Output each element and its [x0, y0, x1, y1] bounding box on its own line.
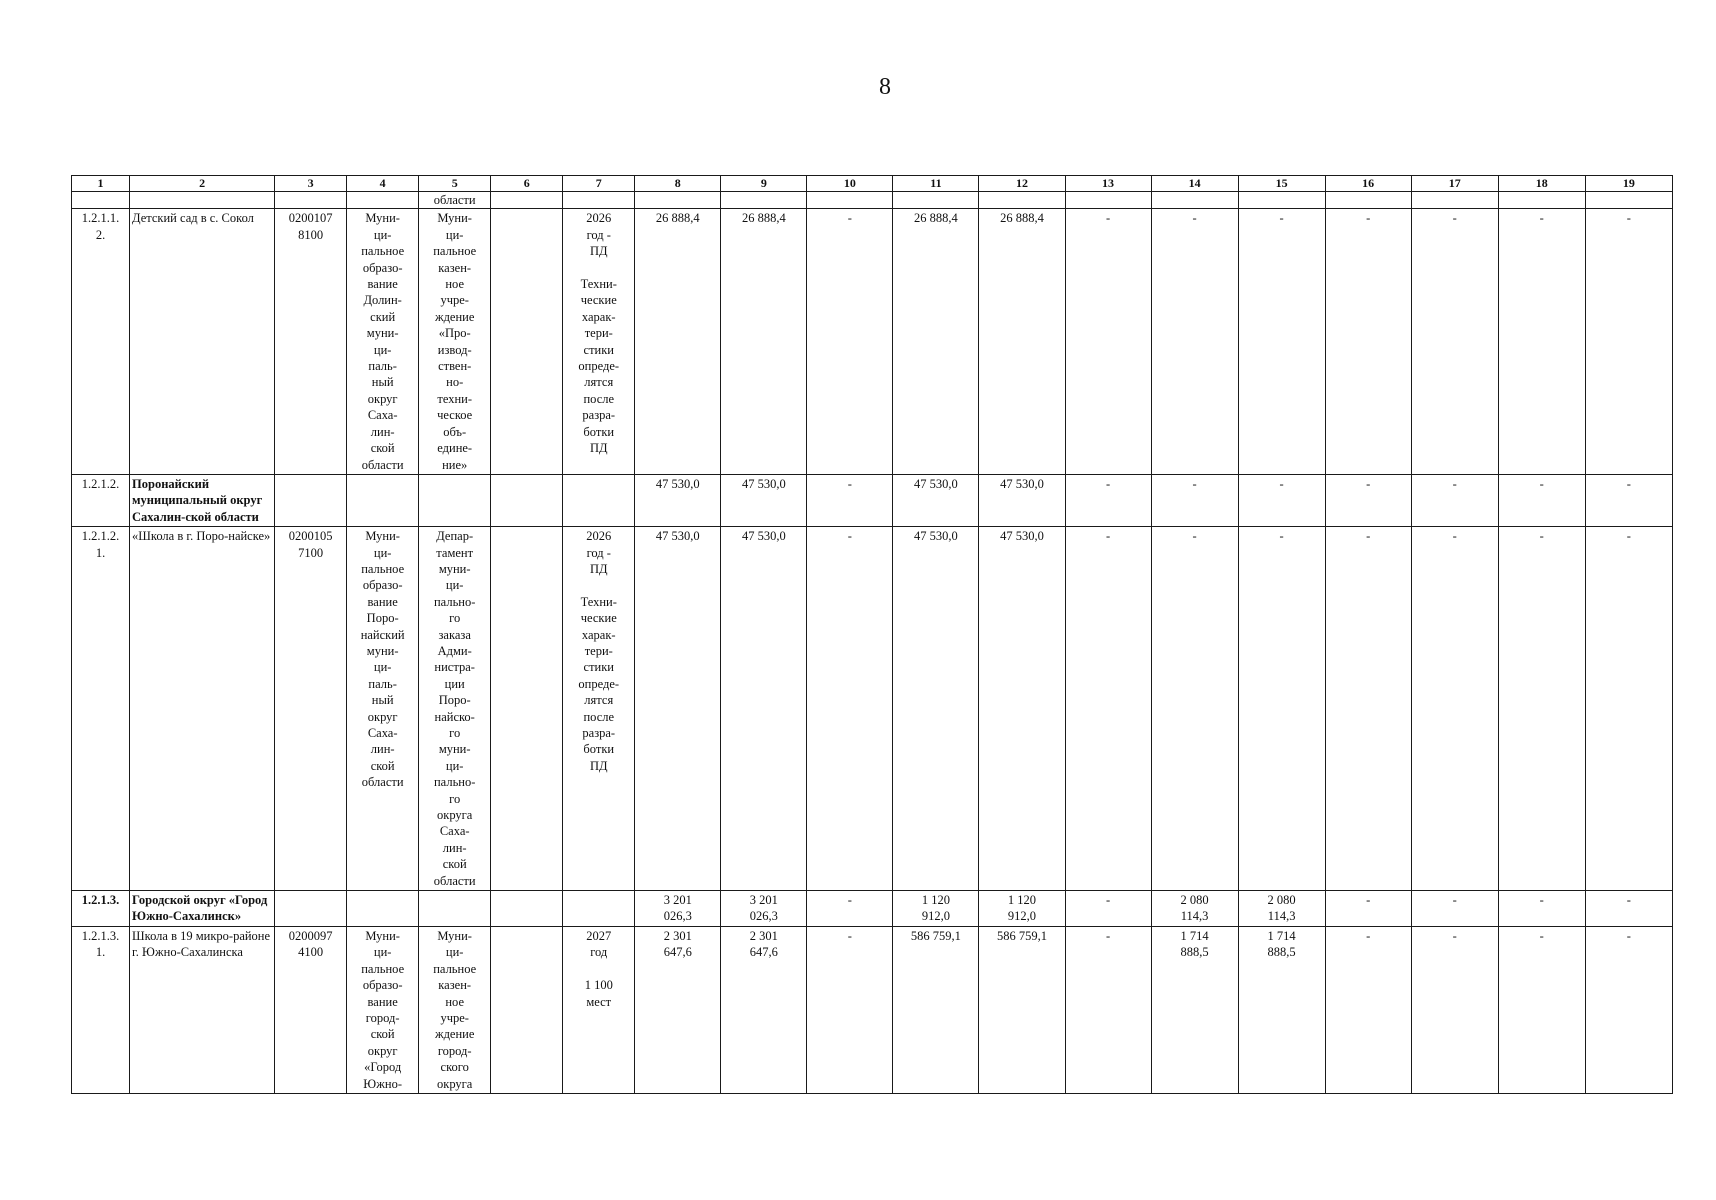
- header-cell: 4: [347, 176, 419, 192]
- header-cell: 6: [491, 176, 563, 192]
- value-cell-col-11: 47 530,0: [893, 527, 979, 891]
- table-cell: [1411, 192, 1498, 209]
- table-body: [72, 176, 1673, 1094]
- header-cell: 11: [893, 176, 979, 192]
- code-cell: 0200105 7100: [275, 527, 347, 891]
- owner-cell: Муни- ци- пальное образо- вание Поро- найский муни- ци- паль- ный округ Саха- лин- ской области: [347, 527, 419, 891]
- value-cell-col-10: -: [807, 891, 893, 927]
- table-row: [72, 209, 1673, 475]
- value-cell-col-10: -: [807, 926, 893, 1093]
- value-cell-col-11: 1 120 912,0: [893, 891, 979, 927]
- value-cell-col-9: 2 301 647,6: [721, 926, 807, 1093]
- customer-cell: [419, 891, 491, 927]
- table-cell: [130, 192, 275, 209]
- object-name-cell: Поронайский муниципальный округ Сахалин-ской области: [130, 474, 275, 526]
- value-cell-col-14: 1 714 888,5: [1151, 926, 1238, 1093]
- value-cell-col-13: -: [1065, 926, 1151, 1093]
- table-cell: [275, 192, 347, 209]
- value-cell-col-13: -: [1065, 474, 1151, 526]
- row-number-cell: 1.2.1.3. 1.: [72, 926, 130, 1093]
- value-cell-col-17: -: [1411, 209, 1498, 475]
- header-cell: 19: [1585, 176, 1672, 192]
- table-row: [72, 474, 1673, 526]
- value-cell-col-13: -: [1065, 527, 1151, 891]
- value-cell-col-16: -: [1325, 209, 1411, 475]
- owner-cell: [347, 891, 419, 927]
- value-cell-col-19: -: [1585, 209, 1672, 475]
- row-number-cell: 1.2.1.2. 1.: [72, 527, 130, 891]
- value-cell-col-17: -: [1411, 474, 1498, 526]
- value-cell-col-13: -: [1065, 891, 1151, 927]
- value-cell-col-15: -: [1238, 209, 1325, 475]
- table-cell: [635, 192, 721, 209]
- header-cell: 15: [1238, 176, 1325, 192]
- owner-cell: [347, 474, 419, 526]
- continuation-row: [72, 192, 1673, 209]
- col6-cell: [491, 926, 563, 1093]
- header-cell: 9: [721, 176, 807, 192]
- col6-cell: [491, 527, 563, 891]
- table-row: [72, 891, 1673, 927]
- header-cell: 3: [275, 176, 347, 192]
- page-number: 8: [879, 74, 891, 100]
- column-number-header-row: [72, 176, 1673, 192]
- code-cell: [275, 891, 347, 927]
- term-cell: [563, 891, 635, 927]
- value-cell-col-15: -: [1238, 527, 1325, 891]
- value-cell-col-15: -: [1238, 474, 1325, 526]
- header-cell: 14: [1151, 176, 1238, 192]
- value-cell-col-9: 3 201 026,3: [721, 891, 807, 927]
- value-cell-col-9: 47 530,0: [721, 527, 807, 891]
- header-cell: 7: [563, 176, 635, 192]
- table-cell: [979, 192, 1065, 209]
- table-cell: [1585, 192, 1672, 209]
- value-cell-col-19: -: [1585, 926, 1672, 1093]
- continuation-cell: области: [419, 192, 491, 209]
- header-cell: 2: [130, 176, 275, 192]
- header-cell: 10: [807, 176, 893, 192]
- value-cell-col-18: -: [1498, 891, 1585, 927]
- value-cell-col-14: -: [1151, 527, 1238, 891]
- row-number-cell: 1.2.1.2.: [72, 474, 130, 526]
- value-cell-col-11: 26 888,4: [893, 209, 979, 475]
- object-name-cell: «Школа в г. Поро-найске»: [130, 527, 275, 891]
- value-cell-col-11: 586 759,1: [893, 926, 979, 1093]
- value-cell-col-11: 47 530,0: [893, 474, 979, 526]
- term-cell: [563, 474, 635, 526]
- value-cell-col-8: 47 530,0: [635, 474, 721, 526]
- table-cell: [347, 192, 419, 209]
- table-cell: [1238, 192, 1325, 209]
- value-cell-col-19: -: [1585, 474, 1672, 526]
- value-cell-col-18: -: [1498, 926, 1585, 1093]
- owner-cell: Муни- ци- пальное образо- вание Долин- ский муни- ци- паль- ный округ Саха- лин- ской области: [347, 209, 419, 475]
- col6-cell: [491, 209, 563, 475]
- value-cell-col-18: -: [1498, 527, 1585, 891]
- table-cell: [1065, 192, 1151, 209]
- term-cell: 2026 год - ПД Техни- ческие харак- тери- стики опреде- лятся после разра- ботки ПД: [563, 209, 635, 475]
- value-cell-col-19: -: [1585, 527, 1672, 891]
- code-cell: [275, 474, 347, 526]
- value-cell-col-14: -: [1151, 209, 1238, 475]
- value-cell-col-8: 47 530,0: [635, 527, 721, 891]
- value-cell-col-14: 2 080 114,3: [1151, 891, 1238, 927]
- table-cell: [491, 192, 563, 209]
- value-cell-col-9: 26 888,4: [721, 209, 807, 475]
- table-cell: [72, 192, 130, 209]
- value-cell-col-12: 26 888,4: [979, 209, 1065, 475]
- value-cell-col-12: 47 530,0: [979, 474, 1065, 526]
- table-cell: [563, 192, 635, 209]
- owner-cell: Муни- ци- пальное образо- вание город- ской округ «Город Южно-: [347, 926, 419, 1093]
- customer-cell: Муни- ци- пальное казен- ное учре- ждение город- ского округа: [419, 926, 491, 1093]
- table-cell: [1325, 192, 1411, 209]
- table-cell: [721, 192, 807, 209]
- value-cell-col-10: -: [807, 527, 893, 891]
- code-cell: 0200107 8100: [275, 209, 347, 475]
- header-cell: 16: [1325, 176, 1411, 192]
- value-cell-col-19: -: [1585, 891, 1672, 927]
- code-cell: 0200097 4100: [275, 926, 347, 1093]
- col6-cell: [491, 891, 563, 927]
- value-cell-col-12: 586 759,1: [979, 926, 1065, 1093]
- header-cell: 12: [979, 176, 1065, 192]
- value-cell-col-16: -: [1325, 474, 1411, 526]
- value-cell-col-17: -: [1411, 527, 1498, 891]
- table-cell: [1151, 192, 1238, 209]
- value-cell-col-17: -: [1411, 926, 1498, 1093]
- header-cell: 17: [1411, 176, 1498, 192]
- value-cell-col-15: 1 714 888,5: [1238, 926, 1325, 1093]
- object-name-cell: Детский сад в с. Сокол: [130, 209, 275, 475]
- customer-cell: Депар- тамент муни- ци- пально- го заказа Адми- нистра- ции Поро- найско- го муни- ци- пально- го округа Саха- лин- ской области: [419, 527, 491, 891]
- value-cell-col-14: -: [1151, 474, 1238, 526]
- value-cell-col-13: -: [1065, 209, 1151, 475]
- value-cell-col-18: -: [1498, 474, 1585, 526]
- header-cell: 13: [1065, 176, 1151, 192]
- term-cell: 2027 год 1 100 мест: [563, 926, 635, 1093]
- customer-cell: [419, 474, 491, 526]
- header-cell: 8: [635, 176, 721, 192]
- row-number-cell: 1.2.1.3.: [72, 891, 130, 927]
- value-cell-col-12: 1 120 912,0: [979, 891, 1065, 927]
- value-cell-col-8: 2 301 647,6: [635, 926, 721, 1093]
- value-cell-col-8: 3 201 026,3: [635, 891, 721, 927]
- value-cell-col-16: -: [1325, 527, 1411, 891]
- value-cell-col-16: -: [1325, 891, 1411, 927]
- value-cell-col-16: -: [1325, 926, 1411, 1093]
- budget-table: [71, 175, 1673, 1094]
- col6-cell: [491, 474, 563, 526]
- value-cell-col-10: -: [807, 209, 893, 475]
- term-cell: 2026 год - ПД Техни- ческие харак- тери- стики опреде- лятся после разра- ботки ПД: [563, 527, 635, 891]
- row-number-cell: 1.2.1.1. 2.: [72, 209, 130, 475]
- value-cell-col-12: 47 530,0: [979, 527, 1065, 891]
- table-row: [72, 926, 1673, 1093]
- value-cell-col-10: -: [807, 474, 893, 526]
- header-cell: 1: [72, 176, 130, 192]
- value-cell-col-9: 47 530,0: [721, 474, 807, 526]
- header-cell: 5: [419, 176, 491, 192]
- table-cell: [807, 192, 893, 209]
- value-cell-col-8: 26 888,4: [635, 209, 721, 475]
- object-name-cell: Городской округ «Город Южно-Сахалинск»: [130, 891, 275, 927]
- table-cell: [1498, 192, 1585, 209]
- table-cell: [893, 192, 979, 209]
- customer-cell: Муни- ци- пальное казен- ное учре- ждение «Про- извод- ствен- но- техни- ческое объ- едине- ние»: [419, 209, 491, 475]
- object-name-cell: Школа в 19 микро-районе г. Южно-Сахалинска: [130, 926, 275, 1093]
- value-cell-col-17: -: [1411, 891, 1498, 927]
- value-cell-col-15: 2 080 114,3: [1238, 891, 1325, 927]
- header-cell: 18: [1498, 176, 1585, 192]
- table-row: [72, 527, 1673, 891]
- value-cell-col-18: -: [1498, 209, 1585, 475]
